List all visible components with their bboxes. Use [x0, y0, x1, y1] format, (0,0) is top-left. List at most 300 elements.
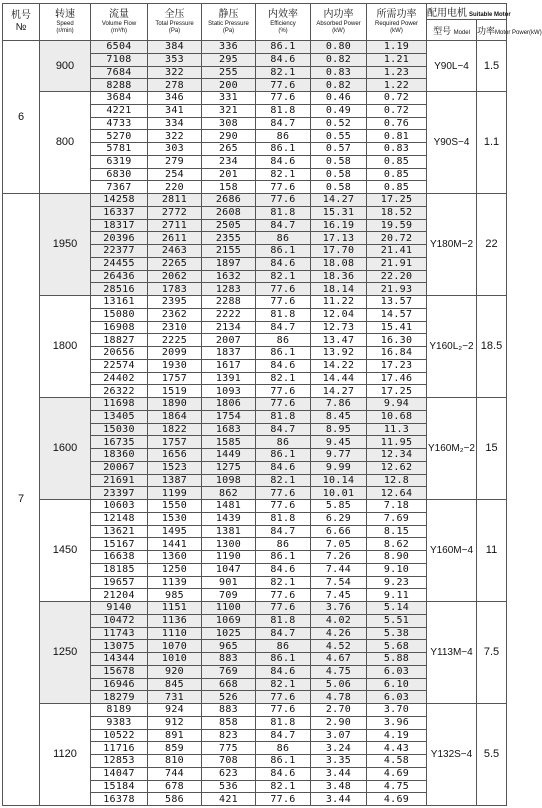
header-motor-power-en: Motor Power(kW) [495, 29, 542, 36]
required-power-cell: 10.68 [367, 410, 427, 423]
header-efficiency-unit: (%) [278, 28, 288, 34]
volume-flow-cell: 16378 [91, 793, 148, 806]
absorbed-power-cell: 7.05 [311, 538, 367, 551]
total-pressure-cell: 1822 [148, 423, 202, 436]
total-pressure-cell: 254 [148, 168, 202, 181]
total-pressure-cell: 1110 [148, 627, 202, 640]
static-pressure-cell: 883 [202, 653, 256, 666]
required-power-cell: 14.57 [367, 308, 427, 321]
volume-flow-cell: 18827 [91, 334, 148, 347]
volume-flow-cell: 18279 [91, 691, 148, 704]
required-power-cell: 9.94 [367, 398, 427, 411]
total-pressure-cell: 279 [148, 155, 202, 168]
efficiency-cell: 84.6 [256, 359, 311, 372]
absorbed-power-cell: 10.01 [311, 487, 367, 500]
static-pressure-cell: 234 [202, 155, 256, 168]
absorbed-power-cell: 0.82 [311, 53, 367, 66]
volume-flow-cell: 9383 [91, 716, 148, 729]
total-pressure-cell: 845 [148, 678, 202, 691]
absorbed-power-cell: 3.48 [311, 780, 367, 793]
absorbed-power-cell: 0.49 [311, 104, 367, 117]
absorbed-power-cell: 17.13 [311, 232, 367, 245]
required-power-cell: 0.72 [367, 92, 427, 105]
volume-flow-cell: 21204 [91, 589, 148, 602]
volume-flow-cell: 11743 [91, 627, 148, 640]
total-pressure-cell: 1523 [148, 461, 202, 474]
total-pressure-cell: 1136 [148, 614, 202, 627]
table-row [3, 398, 507, 411]
static-pressure-cell: 1275 [202, 461, 256, 474]
required-power-cell: 16.30 [367, 334, 427, 347]
volume-flow-cell: 7367 [91, 181, 148, 194]
static-pressure-cell: 709 [202, 589, 256, 602]
efficiency-cell: 82.1 [256, 270, 311, 283]
efficiency-cell: 86.1 [256, 449, 311, 462]
total-pressure-cell: 1519 [148, 385, 202, 398]
static-pressure-cell: 201 [202, 168, 256, 181]
efficiency-cell: 82.1 [256, 168, 311, 181]
volume-flow-cell: 18360 [91, 449, 148, 462]
table-body [3, 41, 507, 806]
total-pressure-cell: 891 [148, 729, 202, 742]
total-pressure-cell: 1864 [148, 410, 202, 423]
absorbed-power-cell: 0.80 [311, 41, 367, 54]
absorbed-power-cell: 0.82 [311, 79, 367, 92]
speed-cell: 1800 [40, 296, 91, 398]
volume-flow-cell: 11698 [91, 398, 148, 411]
required-power-cell: 5.68 [367, 640, 427, 653]
static-pressure-cell: 2155 [202, 245, 256, 258]
efficiency-cell: 84.6 [256, 767, 311, 780]
total-pressure-cell: 2362 [148, 308, 202, 321]
volume-flow-cell: 12148 [91, 512, 148, 525]
header-suitable-motor-cn: 配用电机 [427, 8, 467, 19]
table-row [3, 500, 507, 513]
volume-flow-cell: 14344 [91, 653, 148, 666]
absorbed-power-cell: 14.44 [311, 372, 367, 385]
total-pressure-cell: 384 [148, 41, 202, 54]
absorbed-power-cell: 13.47 [311, 334, 367, 347]
required-power-cell: 3.70 [367, 704, 427, 717]
required-power-cell: 0.85 [367, 168, 427, 181]
absorbed-power-cell: 16.19 [311, 219, 367, 232]
required-power-cell: 4.69 [367, 793, 427, 806]
static-pressure-cell: 775 [202, 742, 256, 755]
required-power-cell: 18.52 [367, 206, 427, 219]
required-power-cell: 8.90 [367, 551, 427, 564]
total-pressure-cell: 924 [148, 704, 202, 717]
required-power-cell: 4.69 [367, 767, 427, 780]
total-pressure-cell: 353 [148, 53, 202, 66]
efficiency-cell: 82.1 [256, 372, 311, 385]
efficiency-cell: 77.6 [256, 602, 311, 615]
total-pressure-cell: 1199 [148, 487, 202, 500]
absorbed-power-cell: 0.58 [311, 181, 367, 194]
static-pressure-cell: 1047 [202, 563, 256, 576]
total-pressure-cell: 586 [148, 793, 202, 806]
volume-flow-cell: 26436 [91, 270, 148, 283]
static-pressure-cell: 265 [202, 143, 256, 156]
total-pressure-cell: 1656 [148, 449, 202, 462]
required-power-cell: 21.41 [367, 245, 427, 258]
efficiency-cell: 86 [256, 640, 311, 653]
volume-flow-cell: 13621 [91, 525, 148, 538]
required-power-cell: 1.23 [367, 66, 427, 79]
static-pressure-cell: 421 [202, 793, 256, 806]
absorbed-power-cell: 12.04 [311, 308, 367, 321]
efficiency-cell: 77.6 [256, 589, 311, 602]
efficiency-cell: 86.1 [256, 551, 311, 564]
total-pressure-cell: 1495 [148, 525, 202, 538]
required-power-cell: 9.11 [367, 589, 427, 602]
total-pressure-cell: 2811 [148, 194, 202, 207]
volume-flow-cell: 7684 [91, 66, 148, 79]
volume-flow-cell: 16337 [91, 206, 148, 219]
header-efficiency-cn: 内效率 [268, 9, 298, 20]
header-speed [40, 4, 91, 41]
static-pressure-cell: 255 [202, 66, 256, 79]
static-pressure-cell: 526 [202, 691, 256, 704]
efficiency-cell: 77.6 [256, 79, 311, 92]
required-power-cell: 17.23 [367, 359, 427, 372]
absorbed-power-cell: 3.24 [311, 742, 367, 755]
volume-flow-cell: 16908 [91, 321, 148, 334]
required-power-cell: 12.8 [367, 474, 427, 487]
efficiency-cell: 77.6 [256, 181, 311, 194]
required-power-cell: 20.72 [367, 232, 427, 245]
speed-cell: 1450 [40, 500, 91, 602]
efficiency-cell: 77.6 [256, 283, 311, 296]
static-pressure-cell: 200 [202, 79, 256, 92]
motor-model-cell: Y160L₂−2 [427, 296, 477, 398]
efficiency-cell: 77.6 [256, 500, 311, 513]
volume-flow-cell: 20396 [91, 232, 148, 245]
volume-flow-cell: 10472 [91, 614, 148, 627]
required-power-cell: 13.57 [367, 296, 427, 309]
absorbed-power-cell: 14.22 [311, 359, 367, 372]
absorbed-power-cell: 3.35 [311, 755, 367, 768]
efficiency-cell: 81.8 [256, 308, 311, 321]
total-pressure-cell: 1387 [148, 474, 202, 487]
motor-power-cell: 1.1 [477, 92, 507, 194]
motor-model-cell: Y113M−4 [427, 602, 477, 704]
total-pressure-cell: 1550 [148, 500, 202, 513]
absorbed-power-cell: 0.83 [311, 66, 367, 79]
absorbed-power-cell: 10.14 [311, 474, 367, 487]
motor-power-cell: 11 [477, 500, 507, 602]
required-power-cell: 12.64 [367, 487, 427, 500]
required-power-cell: 5.14 [367, 602, 427, 615]
volume-flow-cell: 23397 [91, 487, 148, 500]
static-pressure-cell: 1897 [202, 257, 256, 270]
efficiency-cell: 84.7 [256, 525, 311, 538]
absorbed-power-cell: 4.52 [311, 640, 367, 653]
volume-flow-cell: 4221 [91, 104, 148, 117]
static-pressure-cell: 2134 [202, 321, 256, 334]
header-motor-power [477, 20, 542, 41]
header-machine-no [3, 4, 40, 41]
absorbed-power-cell: 3.44 [311, 793, 367, 806]
efficiency-cell: 82.1 [256, 474, 311, 487]
total-pressure-cell: 1360 [148, 551, 202, 564]
header-absorbed-power-en: Absorbed Power [316, 21, 361, 27]
absorbed-power-cell: 9.99 [311, 461, 367, 474]
efficiency-cell: 82.1 [256, 780, 311, 793]
total-pressure-cell: 1930 [148, 359, 202, 372]
absorbed-power-cell: 0.58 [311, 155, 367, 168]
required-power-cell: 16.84 [367, 347, 427, 360]
motor-power-cell: 5.5 [477, 704, 507, 806]
motor-model-cell: Y180M−2 [427, 194, 477, 296]
static-pressure-cell: 668 [202, 678, 256, 691]
efficiency-cell: 86.1 [256, 653, 311, 666]
static-pressure-cell: 308 [202, 117, 256, 130]
static-pressure-cell: 2288 [202, 296, 256, 309]
efficiency-cell: 84.6 [256, 563, 311, 576]
static-pressure-cell: 1069 [202, 614, 256, 627]
required-power-cell: 19.59 [367, 219, 427, 232]
total-pressure-cell: 1890 [148, 398, 202, 411]
static-pressure-cell: 1806 [202, 398, 256, 411]
volume-flow-cell: 21691 [91, 474, 148, 487]
header-speed-cn: 转速 [55, 9, 75, 20]
total-pressure-cell: 859 [148, 742, 202, 755]
total-pressure-cell: 334 [148, 117, 202, 130]
efficiency-cell: 77.6 [256, 704, 311, 717]
speed-cell: 1950 [40, 194, 91, 296]
total-pressure-cell: 346 [148, 92, 202, 105]
motor-model-cell: Y160M−4 [427, 500, 477, 602]
static-pressure-cell: 536 [202, 780, 256, 793]
required-power-cell: 1.22 [367, 79, 427, 92]
header-machine-no-cn: 机号 [11, 10, 31, 21]
efficiency-cell: 82.1 [256, 678, 311, 691]
required-power-cell: 6.03 [367, 691, 427, 704]
header-absorbed-power [311, 4, 367, 41]
speed-cell: 1250 [40, 602, 91, 704]
efficiency-cell: 81.8 [256, 512, 311, 525]
required-power-cell: 4.43 [367, 742, 427, 755]
efficiency-cell: 86 [256, 334, 311, 347]
volume-flow-cell: 10603 [91, 500, 148, 513]
motor-model-cell: Y90L−4 [427, 41, 477, 92]
required-power-cell: 0.85 [367, 181, 427, 194]
header-speed-en: Speed [56, 21, 74, 27]
absorbed-power-cell: 18.36 [311, 270, 367, 283]
required-power-cell: 5.88 [367, 653, 427, 666]
volume-flow-cell: 8288 [91, 79, 148, 92]
absorbed-power-cell: 17.70 [311, 245, 367, 258]
total-pressure-cell: 2099 [148, 347, 202, 360]
efficiency-cell: 81.8 [256, 104, 311, 117]
static-pressure-cell: 1837 [202, 347, 256, 360]
volume-flow-cell: 18185 [91, 563, 148, 576]
efficiency-cell: 77.6 [256, 793, 311, 806]
total-pressure-cell: 920 [148, 665, 202, 678]
required-power-cell: 6.10 [367, 678, 427, 691]
total-pressure-cell: 1757 [148, 436, 202, 449]
absorbed-power-cell: 4.02 [311, 614, 367, 627]
efficiency-cell: 86 [256, 130, 311, 143]
required-power-cell: 0.85 [367, 155, 427, 168]
machine-number: 6 [3, 41, 40, 194]
motor-power-cell: 7.5 [477, 602, 507, 704]
efficiency-cell: 77.6 [256, 398, 311, 411]
volume-flow-cell: 22377 [91, 245, 148, 258]
volume-flow-cell: 18317 [91, 219, 148, 232]
absorbed-power-cell: 9.45 [311, 436, 367, 449]
volume-flow-cell: 16735 [91, 436, 148, 449]
efficiency-cell: 86.1 [256, 143, 311, 156]
efficiency-cell: 77.6 [256, 385, 311, 398]
table-row [3, 41, 507, 54]
absorbed-power-cell: 2.90 [311, 716, 367, 729]
required-power-cell: 21.91 [367, 257, 427, 270]
volume-flow-cell: 5270 [91, 130, 148, 143]
absorbed-power-cell: 6.29 [311, 512, 367, 525]
required-power-cell: 12.34 [367, 449, 427, 462]
total-pressure-cell: 744 [148, 767, 202, 780]
total-pressure-cell: 1010 [148, 653, 202, 666]
static-pressure-cell: 858 [202, 716, 256, 729]
header-absorbed-power-unit: (kW) [332, 28, 345, 34]
motor-model-cell: Y132S−4 [427, 704, 477, 806]
volume-flow-cell: 14047 [91, 767, 148, 780]
header-total-pressure [148, 4, 202, 41]
total-pressure-cell: 220 [148, 181, 202, 194]
motor-power-cell: 22 [477, 194, 507, 296]
motor-model-cell: Y90S−4 [427, 92, 477, 194]
volume-flow-cell: 24402 [91, 372, 148, 385]
volume-flow-cell: 14258 [91, 194, 148, 207]
required-power-cell: 1.19 [367, 41, 427, 54]
absorbed-power-cell: 7.45 [311, 589, 367, 602]
static-pressure-cell: 1683 [202, 423, 256, 436]
total-pressure-cell: 2772 [148, 206, 202, 219]
efficiency-cell: 86 [256, 232, 311, 245]
absorbed-power-cell: 11.22 [311, 296, 367, 309]
static-pressure-cell: 708 [202, 755, 256, 768]
efficiency-cell: 84.7 [256, 423, 311, 436]
efficiency-cell: 82.1 [256, 576, 311, 589]
absorbed-power-cell: 15.31 [311, 206, 367, 219]
efficiency-cell: 84.6 [256, 665, 311, 678]
efficiency-cell: 84.6 [256, 53, 311, 66]
speed-cell: 900 [40, 41, 91, 92]
efficiency-cell: 86.1 [256, 245, 311, 258]
required-power-cell: 1.21 [367, 53, 427, 66]
total-pressure-cell: 341 [148, 104, 202, 117]
required-power-cell: 11.95 [367, 436, 427, 449]
header-volume-flow-en: Volume Flow [101, 21, 137, 27]
absorbed-power-cell: 4.78 [311, 691, 367, 704]
absorbed-power-cell: 4.67 [311, 653, 367, 666]
header-motor-model-en: Model [453, 29, 470, 36]
total-pressure-cell: 1151 [148, 602, 202, 615]
absorbed-power-cell: 14.27 [311, 194, 367, 207]
required-power-cell: 5.38 [367, 627, 427, 640]
volume-flow-cell: 16638 [91, 551, 148, 564]
absorbed-power-cell: 18.08 [311, 257, 367, 270]
motor-power-cell: 18.5 [477, 296, 507, 398]
static-pressure-cell: 290 [202, 130, 256, 143]
total-pressure-cell: 1783 [148, 283, 202, 296]
efficiency-cell: 84.6 [256, 257, 311, 270]
volume-flow-cell: 15167 [91, 538, 148, 551]
machine-number: 7 [3, 194, 40, 806]
static-pressure-cell: 883 [202, 704, 256, 717]
efficiency-cell: 84.7 [256, 321, 311, 334]
motor-power-cell: 1.5 [477, 41, 507, 92]
absorbed-power-cell: 13.92 [311, 347, 367, 360]
volume-flow-cell: 15184 [91, 780, 148, 793]
absorbed-power-cell: 18.14 [311, 283, 367, 296]
volume-flow-cell: 20656 [91, 347, 148, 360]
header-required-power-unit: (kW) [390, 28, 403, 34]
required-power-cell: 6.03 [367, 665, 427, 678]
static-pressure-cell: 321 [202, 104, 256, 117]
speed-cell: 1600 [40, 398, 91, 500]
header-motor-model-cn: 型号 [433, 25, 452, 36]
static-pressure-cell: 1300 [202, 538, 256, 551]
absorbed-power-cell: 7.86 [311, 398, 367, 411]
absorbed-power-cell: 6.66 [311, 525, 367, 538]
total-pressure-cell: 322 [148, 130, 202, 143]
total-pressure-cell: 1139 [148, 576, 202, 589]
static-pressure-cell: 1093 [202, 385, 256, 398]
efficiency-cell: 77.6 [256, 487, 311, 500]
static-pressure-cell: 1391 [202, 372, 256, 385]
efficiency-cell: 77.6 [256, 691, 311, 704]
total-pressure-cell: 912 [148, 716, 202, 729]
speed-cell: 1120 [40, 704, 91, 806]
static-pressure-cell: 1617 [202, 359, 256, 372]
required-power-cell: 17.25 [367, 385, 427, 398]
speed-cell: 800 [40, 92, 91, 194]
static-pressure-cell: 823 [202, 729, 256, 742]
total-pressure-cell: 1441 [148, 538, 202, 551]
static-pressure-cell: 295 [202, 53, 256, 66]
efficiency-cell: 86 [256, 538, 311, 551]
efficiency-cell: 81.8 [256, 206, 311, 219]
required-power-cell: 9.23 [367, 576, 427, 589]
static-pressure-cell: 1190 [202, 551, 256, 564]
absorbed-power-cell: 7.44 [311, 563, 367, 576]
volume-flow-cell: 19657 [91, 576, 148, 589]
total-pressure-cell: 2062 [148, 270, 202, 283]
volume-flow-cell: 6504 [91, 41, 148, 54]
static-pressure-cell: 1025 [202, 627, 256, 640]
required-power-cell: 0.72 [367, 104, 427, 117]
absorbed-power-cell: 7.54 [311, 576, 367, 589]
efficiency-cell: 81.8 [256, 614, 311, 627]
header-absorbed-power-cn: 内功率 [323, 9, 354, 20]
total-pressure-cell: 810 [148, 755, 202, 768]
required-power-cell: 4.75 [367, 780, 427, 793]
static-pressure-cell: 1481 [202, 500, 256, 513]
total-pressure-cell: 2463 [148, 245, 202, 258]
static-pressure-cell: 769 [202, 665, 256, 678]
required-power-cell: 17.25 [367, 194, 427, 207]
total-pressure-cell: 2611 [148, 232, 202, 245]
volume-flow-cell: 28516 [91, 283, 148, 296]
efficiency-cell: 84.6 [256, 461, 311, 474]
efficiency-cell: 86 [256, 742, 311, 755]
efficiency-cell: 81.8 [256, 410, 311, 423]
required-power-cell: 0.76 [367, 117, 427, 130]
efficiency-cell: 84.7 [256, 627, 311, 640]
absorbed-power-cell: 4.26 [311, 627, 367, 640]
